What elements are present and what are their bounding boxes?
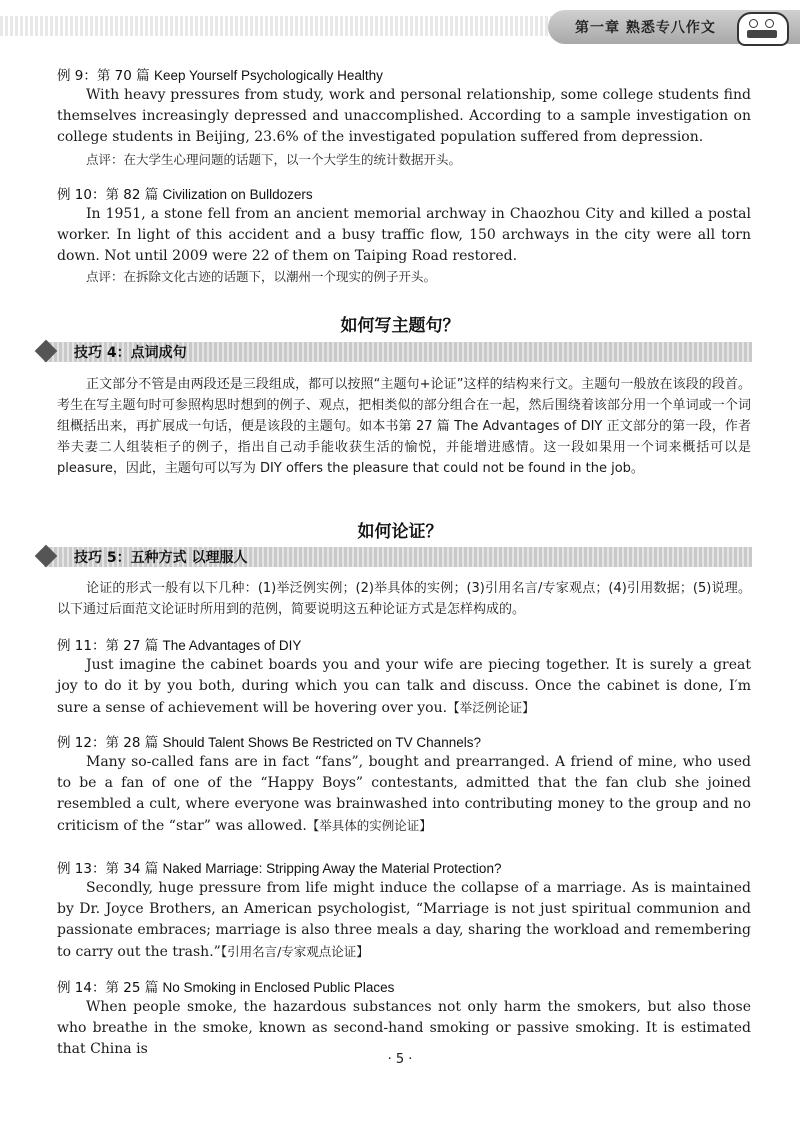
argument-type-tag: 【举泛例论证】	[447, 700, 535, 715]
example-title: Civilization on Bulldozers	[162, 187, 313, 202]
example-number: 例 14：第 25 篇	[57, 980, 159, 996]
chapter-header	[0, 6, 800, 46]
example-title: No Smoking in Enclosed Public Places	[162, 980, 395, 995]
example-heading	[57, 64, 383, 84]
example-heading	[57, 976, 394, 996]
example-title: Should Talent Shows Be Restricted on TV Channels?	[162, 735, 481, 750]
example-text	[57, 655, 751, 719]
example-text	[57, 752, 751, 837]
chapter-title: 第一章 熟悉专八作文	[575, 20, 716, 36]
tip-bar	[36, 340, 752, 364]
logo-mouth-icon	[747, 30, 777, 38]
example-title: The Advantages of DIY	[162, 638, 302, 653]
example-text: In 1951, a stone fell from an ancient memorial archway in Chaozhou City and killed a postal worker. In light of this accident and a busy traffic flow, 150 archways in the city were all torn down. Not until 2009 were 22 of them on Taiping Road restored.	[57, 206, 751, 264]
example-text: When people smoke, the hazardous substances not only harm the smokers, but also those who breathe in the smoke, known as second-hand smoking or passive smoking. It is estimated that China is	[57, 999, 751, 1057]
example-comment: 点评：在拆除文化古迹的话题下，以潮州一个现实的例子开头。	[86, 269, 437, 284]
example-title: Keep Yourself Psychologically Healthy	[153, 68, 383, 83]
logo-eye-icon	[749, 19, 758, 28]
header-stripe	[0, 16, 560, 36]
example-title: Naked Marriage: Stripping Away the Material Protection?	[162, 861, 502, 876]
example-heading	[57, 731, 481, 751]
argument-type-tag: 【引用名言/专家观点论证】	[220, 944, 369, 959]
example-number: 例 10：第 82 篇	[57, 187, 159, 203]
example-number: 例 11：第 27 篇	[57, 638, 159, 654]
example-number: 例 12：第 28 篇	[57, 735, 159, 751]
example-comment: 点评：在大学生心理问题的话题下，以一个大学生的统计数据开头。	[86, 152, 462, 167]
example-heading	[57, 183, 313, 203]
logo-eye-icon	[765, 19, 774, 28]
section-body: 正文部分不管是由两段还是三段组成，都可以按照“主题句+论证”这样的结构来行文。主题句一般放在该段的段首。考生在写主题句时可参照构思时想到的例子、观点，把相类似的部分组合在一起，然后围绕着该部分用一个单词或一个词组概括出来，再扩展成一句话，便是该段的主题句。如本书第 27 篇 The Advantages of DIY 正文部分的第一段，作者举夫妻二人组装柜子的例子，指出自己动手能收获生活的愉悦，并能增进感情。这一段如果用一个词来概括可以是 pleasure，因此，主题句可以写为 DIY offers the pleasure that could not be found in the job。	[57, 377, 751, 476]
example-text	[57, 878, 751, 963]
mascot-logo-icon	[737, 12, 789, 46]
page-number: · 5 ·	[387, 1052, 413, 1067]
argument-type-tag: 【举具体的实例论证】	[306, 818, 432, 833]
section-body: 论证的形式一般有以下几种：(1)举泛例实例；(2)举具体的实例；(3)引用名言/专家观点；(4)引用数据；(5)说理。以下通过后面范文论证时所用到的范例，简要说明这五种论证方式是怎样构成的。	[57, 581, 751, 617]
example-heading	[57, 857, 501, 877]
example-number: 例 9：第 70 篇	[57, 68, 150, 84]
section-title: 如何写主题句？	[340, 316, 460, 336]
example-number: 例 13：第 34 篇	[57, 861, 159, 877]
example-body: Many so-called fans are in fact “fans”, bought and prearranged. A friend of mine, who used to be a fan of one of the “Happy Boys” contestants, admitted that the fan club she joined resembled a cult, where everyone was brainwashed into contributing money to the group and no criticism of the “star” was allowed.	[57, 754, 751, 834]
example-body: Just imagine the cabinet boards you and your wife are piecing together. It is surely a great joy to do it by you both, during which you can talk and discuss. Once the cabinet is done, I′m sure a sense of achievement will be hovering over you.	[57, 657, 751, 716]
example-body: Secondly, huge pressure from life might induce the collapse of a marriage. As is maintained by Dr. Joyce Brothers, an American psychologist, “Marriage is not just spiritual communion and passionate embraces; marriage is also three meals a day, sharing the workload and remembering to carry out the trash.”	[57, 880, 751, 960]
example-text: With heavy pressures from study, work and personal relationship, some college students find themselves increasingly depressed and unaccomplished. According to a sample investigation on college students in Beijing, 23.6% of the investigated population suffered from depression.	[57, 87, 751, 145]
example-heading	[57, 634, 301, 654]
section-title: 如何论证？	[357, 522, 443, 542]
tip-bar	[36, 545, 752, 569]
tip-label: 技巧 4：点词成句	[74, 345, 187, 361]
tip-label: 技巧 5：五种方式 以理服人	[74, 550, 248, 566]
